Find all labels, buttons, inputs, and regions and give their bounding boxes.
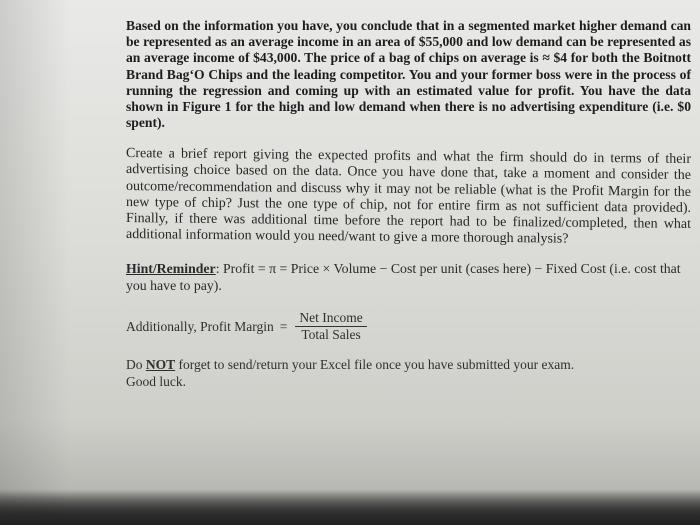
reminder-rest: forget to send/return your Excel file once you have submitted your exam. <box>175 357 575 373</box>
formula-denominator: Total Sales <box>301 327 361 343</box>
screen-bezel <box>0 491 700 525</box>
formula-equals: = <box>279 318 288 334</box>
formula-prefix: Additionally, Profit Margin <box>126 318 274 334</box>
reminder-not: NOT <box>145 357 176 373</box>
formula-numerator: Net Income <box>295 310 366 327</box>
submission-reminder <box>126 357 691 390</box>
paragraph-report-instructions: Create a brief report giving the expected profits and what the firm should do in terms of their advertising choice based on the data. Once you have done that, take a moment and consider the outcome/recommendation and discuss why it may not be reliable (what is the Profit Margin for the new type of chip? Just the one type of chip, not for entire firm as not sufficient data provided). Finally, if there was additional time before the report had to be finalized/completed, then what additional information would you need/want to give a more thorough analysis? <box>126 146 691 248</box>
document-text <box>126 18 691 390</box>
good-luck: Good luck. <box>126 373 186 389</box>
paragraph-market-context: Based on the information you have, you conclude that in a segmented market higher demand can be represented as an average income in an area of $55,000 and low demand can be represented as an average income of $43,000. The price of a bag of chips on average is ≈ $4 for both the Boitnott Brand Bag‘O Chips and the leading competitor. You and your former boss were in the process of running the regression and coming up with an estimated value for profit. You have the data shown in Figure 1 for the high and low demand when there is no advertising expenditure (i.e. $0 spent). <box>126 18 691 131</box>
formula-fraction <box>295 310 366 343</box>
hint-reminder <box>126 261 691 294</box>
hint-text: : Profit = π = Price × Volume − Cost per unit (cases here) − Fixed Cost (i.e. cost that you have to pay). <box>126 261 681 293</box>
profit-margin-formula <box>126 310 691 343</box>
page-shadow <box>0 0 70 525</box>
hint-label: Hint/Reminder <box>126 261 216 277</box>
reminder-do: Do <box>126 357 146 373</box>
